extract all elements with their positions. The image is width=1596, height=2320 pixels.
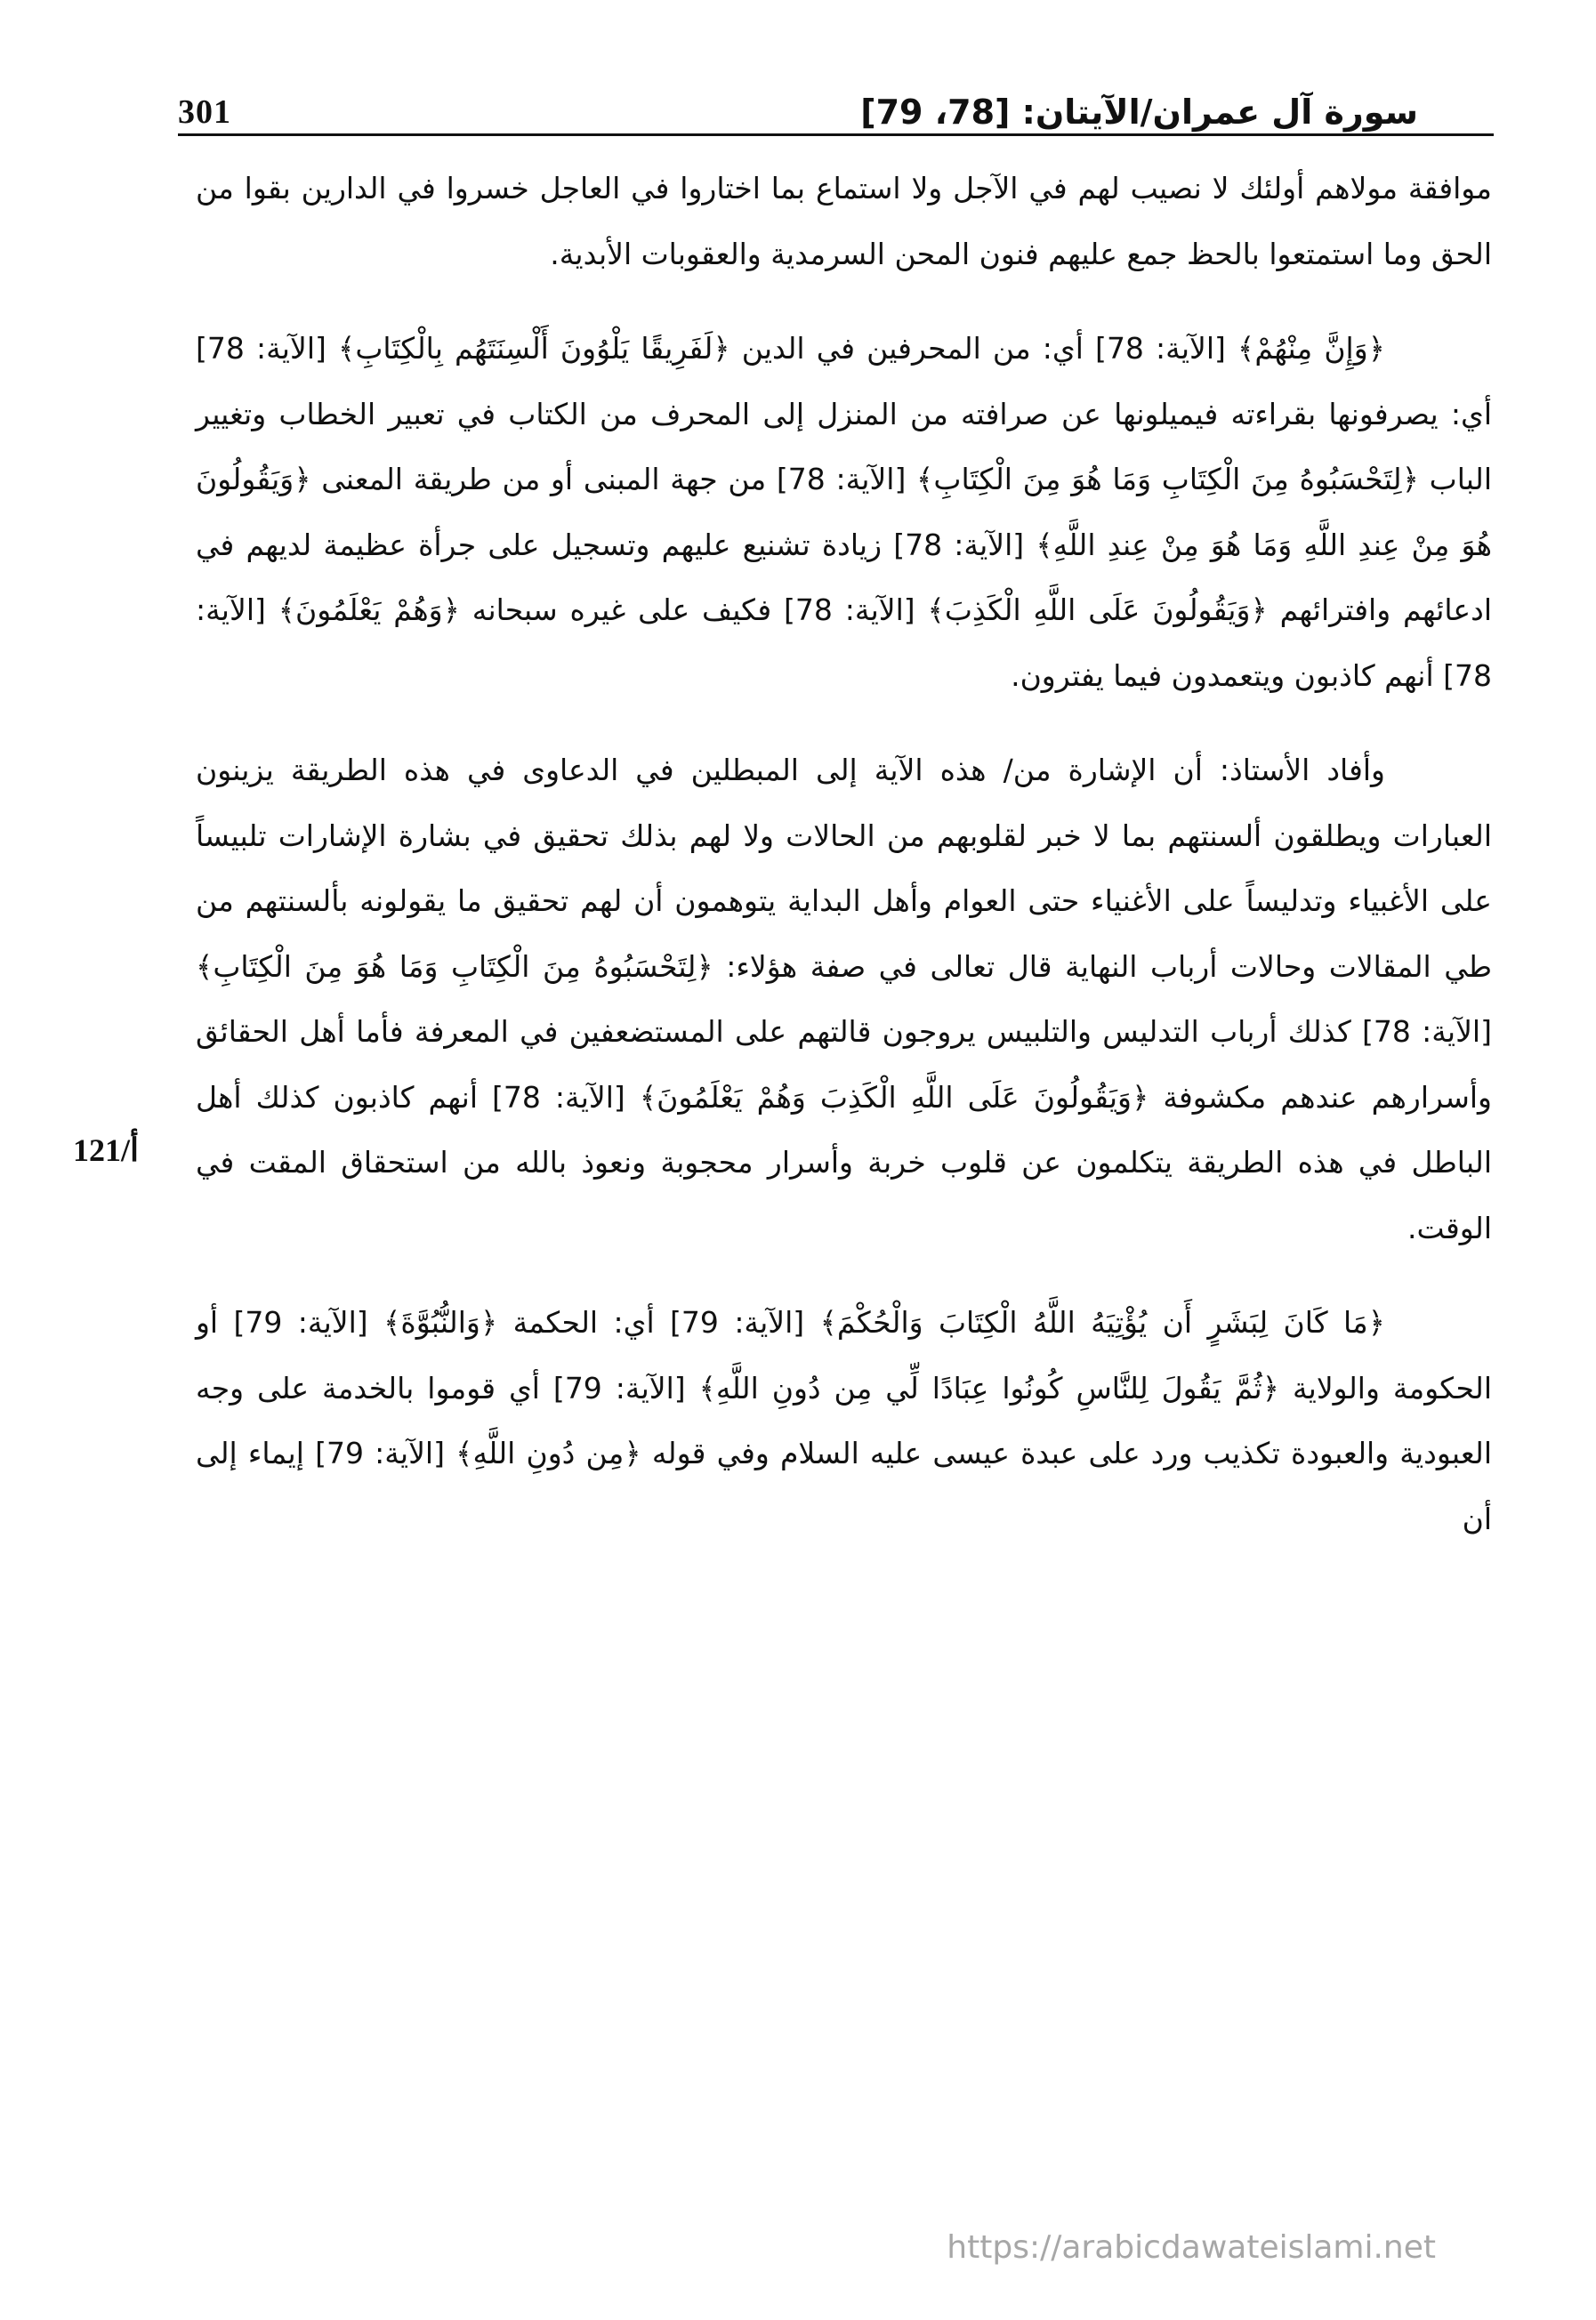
manuscript-folio-note: 121/أ [73,1132,140,1168]
paragraph-4: ﴿مَا كَانَ لِبَشَرٍ أَن يُؤْتِيَهُ اللَّهُ الْكِتَابَ وَالْحُكْمَ﴾ [الآية: 79] أي: الحكمة ﴿وَالنُّبُوَّةَ﴾ [الآية: 79] أو الحكومة والولاية ﴿ثُمَّ يَقُولَ لِلنَّاسِ كُونُوا عِبَادًا لِّي مِن دُونِ اللَّهِ﴾ [الآية: 79] أي قوموا بالخدمة على وجه العبودية والعبودة تكذيب ورد على عبدة عيسى عليه السلام وفي قوله ﴿مِن دُونِ اللَّهِ﴾ [الآية: 79] إيماء إلى أن [196,1305,1492,1536]
page-number: 301 [178,93,231,131]
body-text [196,156,1492,1551]
watermark-url: https://arabicdawateislami.net [947,2229,1436,2266]
paragraph-1: موافقة مولاهم أولئك لا نصيب لهم في الآجل ولا استماع بما اختاروا في العاجل خسروا في الدارين بقوا من الحق وما استمتعوا بالحظ جمع عليهم فنون المحن السرمدية والعقوبات الأبدية. [196,171,1492,271]
page-header [178,78,1418,132]
paragraph-2: ﴿وَإِنَّ مِنْهُمْ﴾ [الآية: 78] أي: من المحرفين في الدين ﴿لَفَرِيقًا يَلْوُونَ أَلْسِنَتَهُم بِالْكِتَابِ﴾ [الآية: 78] أي: يصرفونها بقراءته فيميلونها عن صرافته من المنزل إلى المحرف من الكتاب في تعبير الخطاب وتغيير الباب ﴿لِتَحْسَبُوهُ مِنَ الْكِتَابِ وَمَا هُوَ مِنَ الْكِتَابِ﴾ [الآية: 78] من جهة المبنى أو من طريقة المعنى ﴿وَيَقُولُونَ هُوَ مِنْ عِندِ اللَّهِ وَمَا هُوَ مِنْ عِندِ اللَّهِ﴾ [الآية: 78] زيادة تشنيع عليهم وتسجيل على جرأة عظيمة لديهم في ادعائهم وافترائهم ﴿وَيَقُولُونَ عَلَى اللَّهِ الْكَذِبَ﴾ [الآية: 78] فكيف على غيره سبحانه ﴿وَهُمْ يَعْلَمُونَ﴾ [الآية: 78] أنهم كاذبون ويتعمدون فيما يفترون. [196,331,1492,693]
paragraph-3: وأفاد الأستاذ: أن الإشارة من/ هذه الآية إلى المبطلين في الدعاوى في هذه الطريقة يزينون العبارات ويطلقون ألسنتهم بما لا خبر لقلوبهم من الحالات ولا لهم بذلك تحقيق في بشارة الإشارات تلبيساً على الأغبياء وتدليساً على الأغنياء حتى العوام وأهل البداية يتوهمون أن لهم تحقيق ما يقولونه بألسنتهم من طي المقالات وحالات أرباب النهاية قال تعالى في صفة هؤلاء: ﴿لِتَحْسَبُوهُ مِنَ الْكِتَابِ وَمَا هُوَ مِنَ الْكِتَابِ﴾ [الآية: 78] كذلك أرباب التدليس والتلبيس يروجون قالتهم على المستضعفين في المعرفة فأما أهل الحقائق وأسرارهم عندهم مكشوفة ﴿وَيَقُولُونَ عَلَى اللَّهِ الْكَذِبَ وَهُمْ يَعْلَمُونَ﴾ [الآية: 78] أنهم كاذبون كذلك أهل الباطل في هذه الطريقة يتكلمون عن قلوب خربة وأسرار محجوبة ونعوذ بالله من استحقاق المقت في الوقت. [196,753,1492,1245]
running-head: سورة آل عمران/الآيتان: [78، 79] [860,93,1418,132]
header-rule [178,133,1494,136]
